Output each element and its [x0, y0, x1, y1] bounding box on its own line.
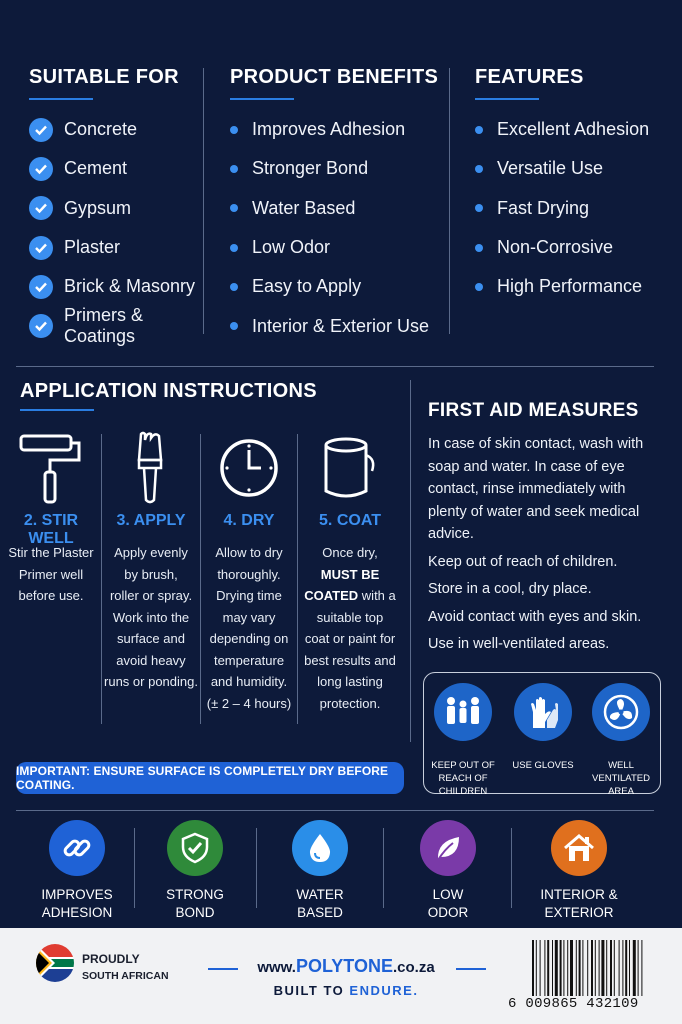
bullet-icon: [475, 244, 483, 252]
benefit-label: INTERIOR & EXTERIOR: [540, 887, 618, 920]
benefit-interior-exterior: [519, 820, 639, 922]
suitable-for-list: [29, 110, 199, 346]
list-item: [29, 149, 199, 188]
bullet-icon: [230, 204, 238, 212]
first-aid-text: [428, 433, 660, 661]
bullet-icon: [230, 165, 238, 173]
barcode: [532, 940, 658, 996]
benefit-bond: [135, 820, 255, 922]
title-underline: [230, 98, 294, 100]
list-item: [230, 267, 440, 306]
title-underline: [475, 98, 539, 100]
house-icon: [551, 820, 607, 876]
list-item-label: Water Based: [252, 197, 356, 218]
check-icon: [29, 118, 53, 142]
list-item: [230, 306, 440, 345]
list-item: [230, 149, 440, 188]
tagline: BUILT TO ENDURE.: [273, 983, 419, 998]
list-item: [29, 306, 199, 345]
paint-roller-icon: [2, 428, 100, 508]
benefit-divider: [256, 828, 257, 908]
step-description: Once dry, MUST BE COATED with a suitable top coat or paint for best results and long lasting protection.: [304, 545, 396, 711]
leaf-icon: [420, 820, 476, 876]
step-divider: [200, 434, 201, 724]
column-divider: [449, 68, 450, 334]
gloves-icon: [514, 683, 572, 741]
paint-can-icon: [299, 428, 401, 508]
list-item: [475, 189, 665, 228]
benefit-water: [260, 820, 380, 922]
list-item-label: High Performance: [497, 276, 643, 297]
first-aid-paragraph: Use in well-ventilated areas.: [428, 636, 610, 652]
safety-label: WELL VENTILATED AREA: [592, 760, 650, 797]
check-icon: [29, 196, 53, 220]
website-block: [210, 956, 482, 998]
step-stir: [2, 428, 100, 607]
product-benefits-title: PRODUCT BENEFITS: [230, 66, 439, 88]
safety-gloves: [504, 683, 582, 772]
list-item-label: Low Odor: [252, 237, 331, 258]
check-icon: [29, 157, 53, 181]
list-item: [29, 228, 199, 267]
safety-ventilation: [582, 683, 660, 798]
list-item: [230, 228, 440, 267]
first-aid-title: FIRST AID MEASURES: [428, 400, 639, 421]
step-coat: [299, 428, 401, 714]
safety-label: KEEP OUT OF REACH OF CHILDREN: [431, 760, 495, 797]
column-divider: [203, 68, 204, 334]
website-url[interactable]: www.POLYTONE.co.za: [257, 956, 435, 976]
list-item-label: Improves Adhesion: [252, 119, 406, 140]
barcode-number: 6 009865 432109: [508, 996, 639, 1012]
benefit-label: LOW ODOR: [427, 887, 469, 920]
list-item-label: Plaster: [64, 237, 121, 258]
bullet-icon: [475, 204, 483, 212]
step-title: 5. COAT: [319, 512, 381, 529]
title-underline: [29, 98, 93, 100]
step-description: Allow to dry thoroughly. Drying time may vary depending on temperature and humidity. (± 2 – 4 hours): [206, 545, 292, 711]
important-banner: IMPORTANT: ENSURE SURFACE IS COMPLETELY DRY BEFORE COATING.: [16, 762, 404, 794]
list-item: [29, 189, 199, 228]
list-item: [475, 149, 665, 188]
features-list: [475, 110, 665, 306]
list-item: [29, 267, 199, 306]
children-icon: [434, 683, 492, 741]
bullet-icon: [230, 126, 238, 134]
first-aid-paragraph: Avoid contact with eyes and skin.: [428, 608, 642, 625]
first-aid-paragraph: In case of skin contact, wash with soap and water. In case of eye contact, rinse immediately with plenty of water and seek medical advice.: [428, 436, 644, 542]
product-benefits-list: [230, 110, 440, 346]
list-item-label: Non-Corrosive: [497, 237, 614, 258]
step-title: 2. STIR WELL: [23, 512, 79, 547]
benefit-label: WATER BASED: [296, 887, 344, 920]
chain-link-icon: [49, 820, 105, 876]
list-item: [475, 267, 665, 306]
shield-check-icon: [167, 820, 223, 876]
list-item-label: Fast Drying: [497, 197, 590, 218]
section-divider: [16, 366, 654, 367]
step-description: Apply evenly by brush, roller or spray. Work into the surface and avoid heavy runs or ponding.: [104, 545, 198, 689]
list-item-label: Brick & Masonry: [64, 276, 196, 297]
list-item-label: Stronger Bond: [252, 158, 369, 179]
step-title: 4. DRY: [223, 512, 275, 529]
list-item-label: Cement: [64, 158, 128, 179]
step-divider: [297, 434, 298, 724]
suitable-for-title: SUITABLE FOR: [29, 66, 179, 88]
check-icon: [29, 236, 53, 260]
bullet-icon: [230, 322, 238, 330]
list-item-label: Gypsum: [64, 197, 132, 218]
bullet-icon: [475, 283, 483, 291]
list-item-label: Interior & Exterior Use: [252, 315, 430, 336]
section-divider-vertical: [410, 380, 411, 742]
list-item-label: Excellent Adhesion: [497, 119, 650, 140]
bullet-icon: [475, 165, 483, 173]
safety-icons-box: [423, 672, 661, 797]
clock-icon: [202, 428, 296, 508]
list-item: [475, 228, 665, 267]
step-dry: [202, 428, 296, 714]
list-item-label: Easy to Apply: [252, 276, 362, 297]
safety-children: [424, 683, 502, 798]
step-description: Stir the Plaster Primer well before use.: [8, 545, 94, 603]
list-item: [230, 110, 440, 149]
proudly-south-african: PROUDLY SOUTH AFRICAN: [82, 952, 169, 982]
benefit-adhesion: [17, 820, 137, 922]
list-item-label: Concrete: [64, 119, 138, 140]
step-divider: [101, 434, 102, 724]
list-item: [230, 189, 440, 228]
check-icon: [29, 314, 53, 338]
features-title: FEATURES: [475, 66, 584, 88]
fan-icon: [592, 683, 650, 741]
check-icon: [29, 275, 53, 299]
south-africa-flag-icon: [36, 944, 74, 982]
bullet-icon: [230, 283, 238, 291]
bullet-icon: [475, 126, 483, 134]
list-item-label: Versatile Use: [497, 158, 604, 179]
section-divider: [16, 810, 654, 811]
application-title: APPLICATION INSTRUCTIONS: [20, 380, 317, 402]
benefit-odor: [388, 820, 508, 922]
step-title: 3. APPLY: [116, 512, 186, 529]
paint-brush-icon: [103, 428, 199, 508]
list-item: [475, 110, 665, 149]
step-apply: [103, 428, 199, 693]
safety-label: USE GLOVES: [512, 760, 574, 771]
first-aid-paragraph: Store in a cool, dry place.: [428, 581, 592, 597]
title-underline: [20, 409, 94, 411]
bullet-icon: [230, 244, 238, 252]
benefit-label: STRONG BOND: [166, 887, 224, 920]
benefit-label: IMPROVES ADHESION: [41, 887, 113, 920]
water-drop-icon: [292, 820, 348, 876]
benefit-divider: [383, 828, 384, 908]
benefit-divider: [511, 828, 512, 908]
list-item: [29, 110, 199, 149]
list-item-label: Primers & Coatings: [64, 305, 144, 347]
first-aid-paragraph: Keep out of reach of children.: [428, 553, 618, 570]
